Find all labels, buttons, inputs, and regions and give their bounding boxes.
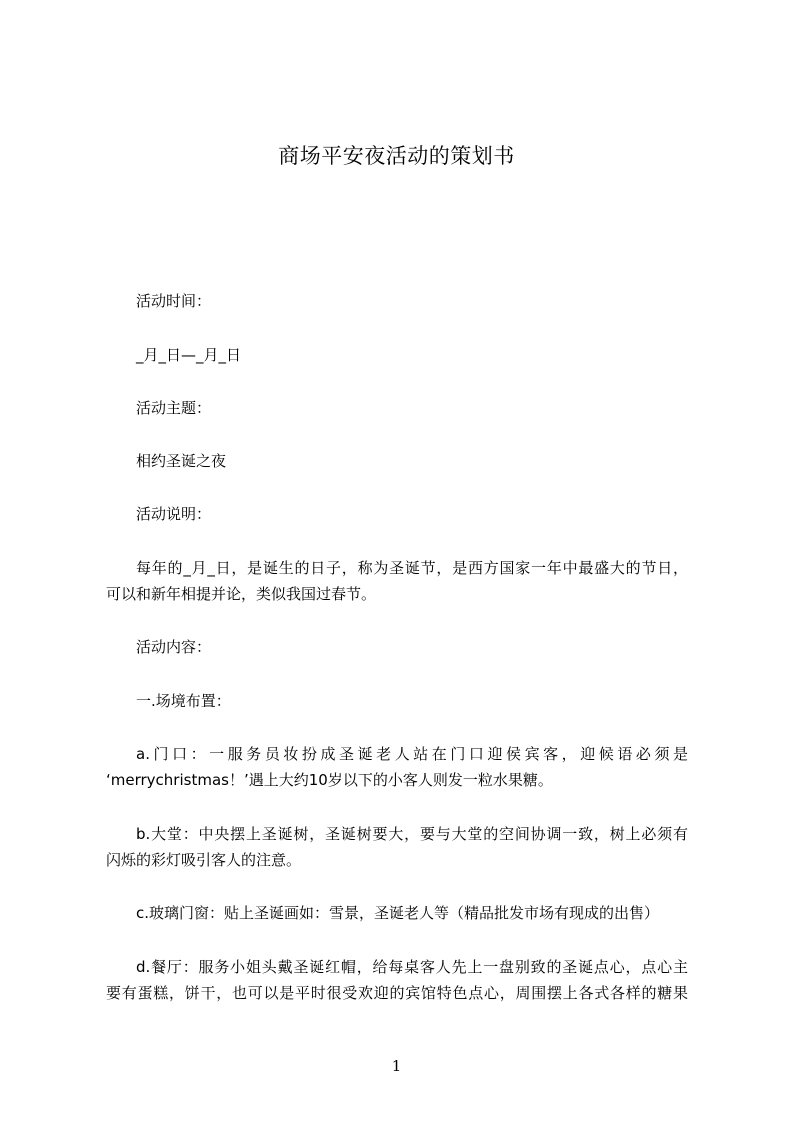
item-d-paragraph (106, 957, 688, 1003)
paragraph-line: c.玻璃门窗：贴上圣诞画如：雪景，圣诞老人等（精品批发市场有现成的出售） (136, 904, 660, 922)
page-number: 1 (391, 1057, 402, 1075)
paragraph-line: 要有蛋糕，饼干，也可以是平时很受欢迎的宾馆特色点心，周围摆上各式各样的糖果 (106, 984, 688, 1002)
activity-time-label: 活动时间： (136, 292, 212, 310)
paragraph-line: d.餐厅：服务小姐头戴圣诞红帽，给每桌客人先上一盘别致的圣诞点心，点心主 (136, 958, 688, 976)
activity-theme-value: 相约圣诞之夜 (136, 452, 227, 470)
activity-description-paragraph (106, 558, 688, 604)
activity-content-label: 活动内容： (136, 638, 212, 656)
section-heading-scene-setup: 一.场境布置： (136, 692, 231, 710)
activity-description-label: 活动说明： (136, 505, 212, 523)
paragraph-line: 闪烁的彩灯吸引客人的注意。 (106, 851, 302, 869)
item-c-paragraph (106, 903, 688, 923)
item-b-paragraph (106, 824, 688, 870)
paragraph-line: b.大堂：中央摆上圣诞树，圣诞树要大，要与大堂的空间协调一致，树上必须有 (136, 825, 688, 843)
paragraph-line: 可以和新年相提并论，类似我国过春节。 (106, 585, 377, 603)
paragraph-line: a.门口：一服务员妆扮成圣诞老人站在门口迎侯宾客，迎候语必须是 (136, 745, 688, 763)
paragraph-line: ‘merrychristmas！’遇上大约10岁以下的小客人则发一粒水果糖。 (106, 771, 553, 789)
paragraph-line: 每年的_月_日，是诞生的日子，称为圣诞节，是西方国家一年中最盛大的节日， (136, 559, 688, 577)
activity-time-value: _月_日—_月_日 (136, 346, 242, 364)
document-title: 商场平安夜活动的策划书 (278, 144, 515, 168)
activity-theme-label: 活动主题： (136, 399, 212, 417)
item-a-paragraph (106, 744, 688, 790)
